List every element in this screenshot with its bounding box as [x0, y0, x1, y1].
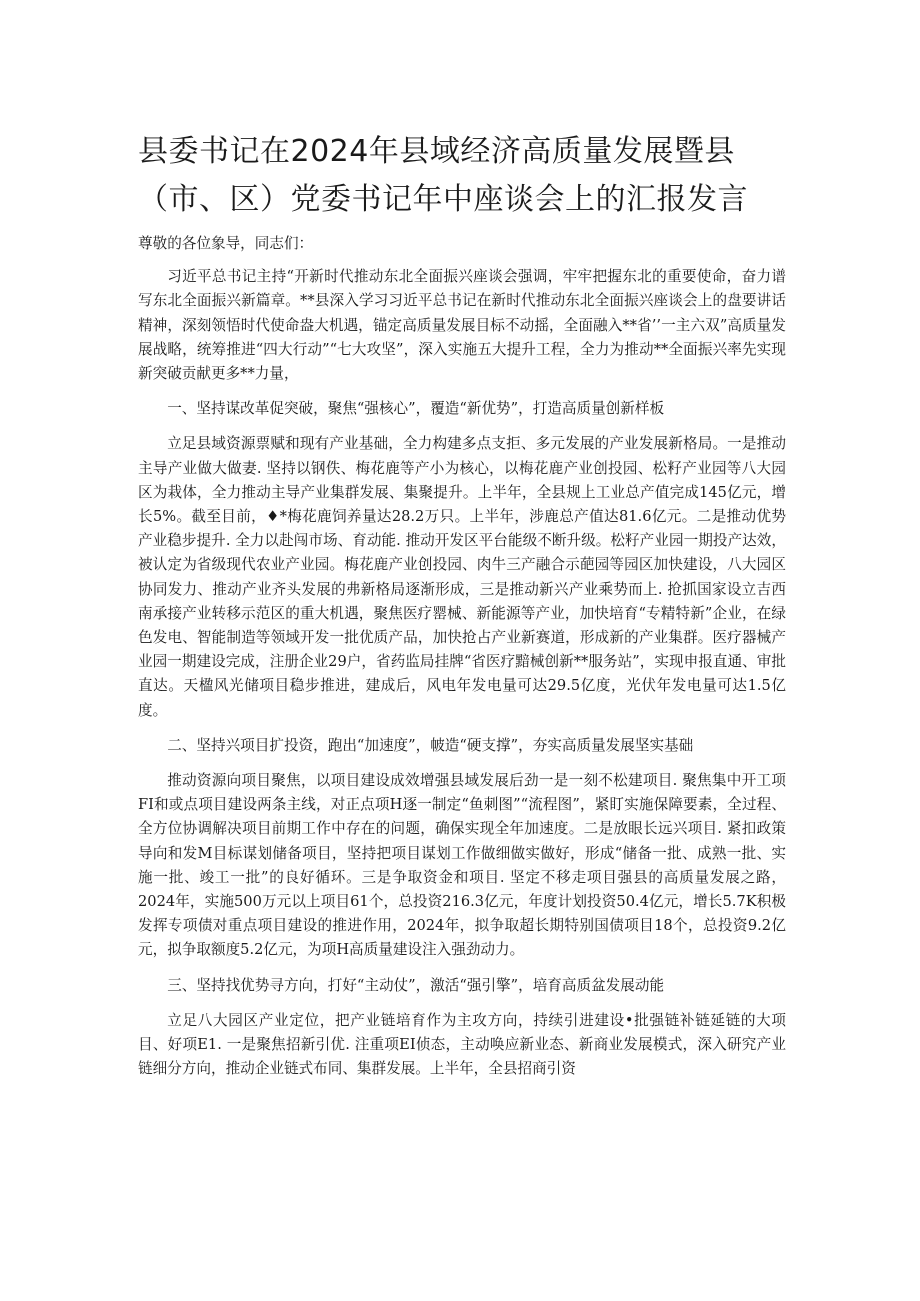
section-2-paragraph: 推动资源向项目聚焦，以项目建设成效增强县域发展后劲一是一刻不松建项目. 聚焦集中开工项FI和或点项目建设两条主线，对正点项H逐一制定“鱼刺图”“流程图”，紧盯实施保障要素，全过程、全方位协调解决项目前期工作中存在的问题，确保实现全年加速度。二是放眼长远兴项目. 紧扣政策导向和发M目标谋划储备项目，坚持把项目谋划工作做细做实做好，形成“储备一批、成熟一批、实施一批、竣工一批”的良好循环。三是争取资金和项目. 坚定不移走项目强县的高质量发展之路，2024年，实施500万元以上项目61个，总投资216.3亿元，年度计划投资50.4亿元，增长5.7K积极发挥专项债对重点项目建设的推进作用，2024年，拟争取超长期特别国债项目18个，总投资9.2亿元，拟争取额度5.2亿元，为项H高质量建设注入强劲动力。	[138, 772, 786, 959]
section-3-paragraph: 立足八大园区产业定位，把产业链培育作为主攻方向，持续引进建设•批强链补链延链的大项目、好项E1. 一是聚焦招新引优. 注重项EI侦态，主动唤应新业态、新商业发展模式，深入研究产业链细分方向，推动企业链式布同、集群发展。上半年，全县招商引资	[138, 1011, 786, 1078]
salutation: 尊敬的各位象导，同志们：	[138, 235, 314, 252]
section-heading-2: 二、坚持兴项目扩投资，跑出“加速度”，帔造“硬支撑”，夯实高质量发展坚实基础	[167, 736, 694, 754]
section-heading-1: 一、坚持谋改革促突破，聚焦“强核心”，覆造“新优势”，打造高质量创新样板	[167, 400, 665, 418]
document-body	[138, 232, 786, 1093]
document-title: 县委书记在2024年县域经济高质量发展暨县（市、区）党委书记年中座谈会上的汇报发言	[138, 134, 748, 217]
section-1-paragraph: 立足县域资源票赋和现有产业基础，全力构建多点支拒、多元发展的产业发展新格局。一是推动主导产业做大做妻. 坚持以钢佚、梅花鹿等产小为核心，以梅花鹿产业创投园、松籽产业园等八大园区为栽体，全力推动主导产业集群发展、集聚提升。上半年，全县规上工业总产值完成145亿元，增长5%。截至目前，♦*梅花鹿饲养量达28.2万只。上半年，涉鹿总产值达81.6亿元。二是推动优势产业稳步提升. 全力以赴闯市场、育动能. 推动开发区平台能级不断升级。松籽产业园一期投产达效，被认定为省级现代农业产业园。梅花鹿产业创投园、肉牛三产融合示葩园等园区加快建设，八大园区协同发力、推动产业齐头发展的弗新格局逐渐形成，三是推动新兴产业乘势而上. 抢抓国家设立吉西南承接产业转移示范区的重大机遇，聚焦医疗罂械、新能源等产业，加快培育“专精特新”企业，在绿色发电、智能制造等领域开发一批优质产品，加快抢占产业新赛道，形成新的产业集群。医疗器械产业园一期建设完成，注册企业29户，省药监局挂牌“省医疗黯械创新**服务站”，实现申报直通、审批直达。天楹风光储项目稳步推进，建成后，风电年发电量可达29.5亿度，光伏年发电量可达1.5亿度。	[138, 435, 786, 719]
intro-paragraph: 习近平总书记主持“开新时代推动东北全面振兴座谈会强调，牢牢把握东北的重要使命，奋力谱写东北全面振兴新篇章。**县深入学习习近平总书记在新时代推动东北全面振兴座谈会上的盘要讲话精神，深刻领悟时代使命盎大机遇，锚定高质量发展目标不动摇，全面融入**省’’一主六双”高质量发展战略，统筹推进“四大行动”“七大攻坚”，深入实施五大提升工程，全力为推动**全面振兴率先实现新突破贡献更多**力量，	[138, 268, 786, 383]
section-heading-3: 三、坚持找优势寻方向，打好“主动仗”，激活“强引擎”，培育高质盆发展动能	[167, 976, 665, 994]
